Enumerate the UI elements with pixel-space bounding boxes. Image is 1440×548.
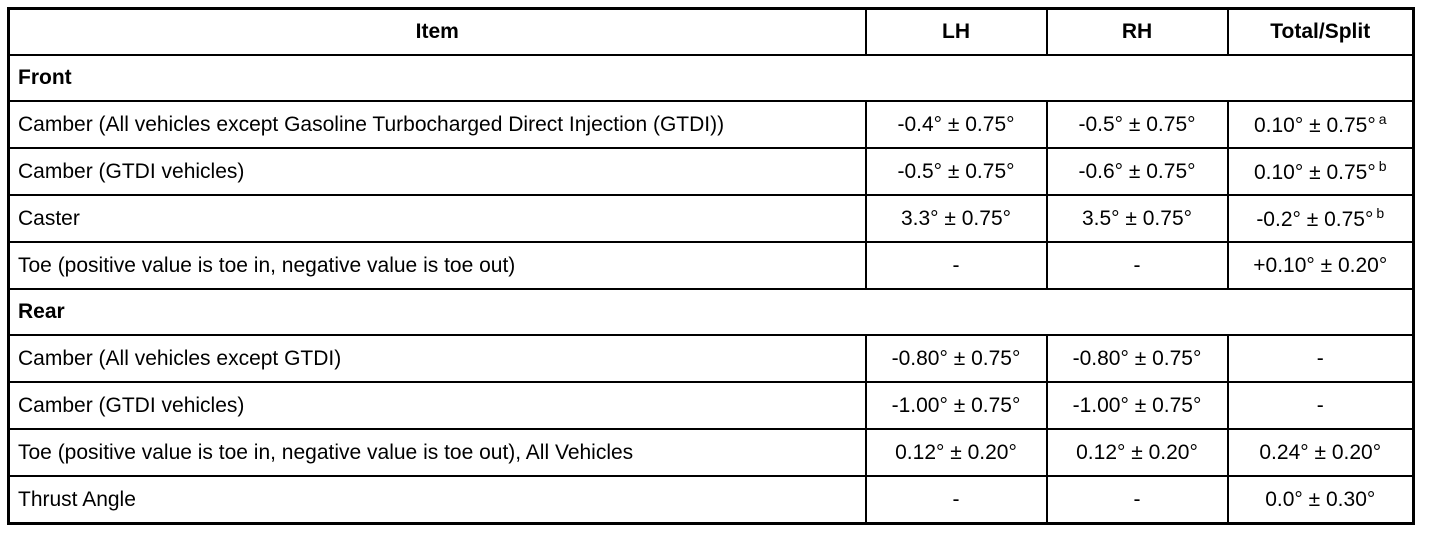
header-lh: LH [866,9,1047,56]
alignment-spec-table [7,7,1415,525]
section-row-rear [9,289,1414,335]
table-row [9,101,1414,148]
rh-cell: - [1047,476,1228,524]
rh-cell: 3.5° ± 0.75° [1047,195,1228,242]
lh-cell: 3.3° ± 0.75° [866,195,1047,242]
table-row [9,382,1414,429]
total-cell: +0.10° ± 0.20° [1228,242,1414,289]
rh-cell: -0.80° ± 0.75° [1047,335,1228,382]
item-cell: Caster [9,195,866,242]
item-cell: Camber (GTDI vehicles) [9,382,866,429]
table-row [9,148,1414,195]
item-cell: Toe (positive value is toe in, negative value is toe out), All Vehicles [9,429,866,476]
total-cell: 0.24° ± 0.20° [1228,429,1414,476]
total-value: 0.10° ± 0.75° [1253,114,1376,137]
rh-cell: -1.00° ± 0.75° [1047,382,1228,429]
total-cell: 0.0° ± 0.30° [1228,476,1414,524]
section-title: Rear [9,289,1414,335]
section-title: Front [9,55,1414,101]
total-cell: - [1228,335,1414,382]
rh-cell: -0.6° ± 0.75° [1047,148,1228,195]
total-value: -0.2° ± 0.75° [1256,208,1374,231]
rh-cell: -0.5° ± 0.75° [1047,101,1228,148]
footnote-marker: b [1378,158,1387,174]
item-cell: Camber (GTDI vehicles) [9,148,866,195]
lh-cell: -0.4° ± 0.75° [866,101,1047,148]
header-rh: RH [1047,9,1228,56]
table-row [9,335,1414,382]
table-row [9,195,1414,242]
footnote-marker: b [1376,205,1385,221]
total-cell [1228,148,1414,195]
header-item: Item [9,9,866,56]
item-cell: Camber (All vehicles except Gasoline Turbocharged Direct Injection (GTDI)) [9,101,866,148]
header-total-split: Total/Split [1228,9,1414,56]
lh-cell: - [866,242,1047,289]
table-row [9,476,1414,524]
lh-cell: -0.5° ± 0.75° [866,148,1047,195]
table-row [9,242,1414,289]
item-cell: Camber (All vehicles except GTDI) [9,335,866,382]
footnote-marker: a [1378,111,1387,127]
rh-cell: - [1047,242,1228,289]
total-cell [1228,195,1414,242]
table-header-row [9,9,1414,56]
section-row-front [9,55,1414,101]
lh-cell: -0.80° ± 0.75° [866,335,1047,382]
lh-cell: - [866,476,1047,524]
total-cell: - [1228,382,1414,429]
total-value: 0.10° ± 0.75° [1253,161,1376,184]
item-cell: Thrust Angle [9,476,866,524]
rh-cell: 0.12° ± 0.20° [1047,429,1228,476]
table-row [9,429,1414,476]
lh-cell: 0.12° ± 0.20° [866,429,1047,476]
item-cell: Toe (positive value is toe in, negative value is toe out) [9,242,866,289]
lh-cell: -1.00° ± 0.75° [866,382,1047,429]
total-cell [1228,101,1414,148]
